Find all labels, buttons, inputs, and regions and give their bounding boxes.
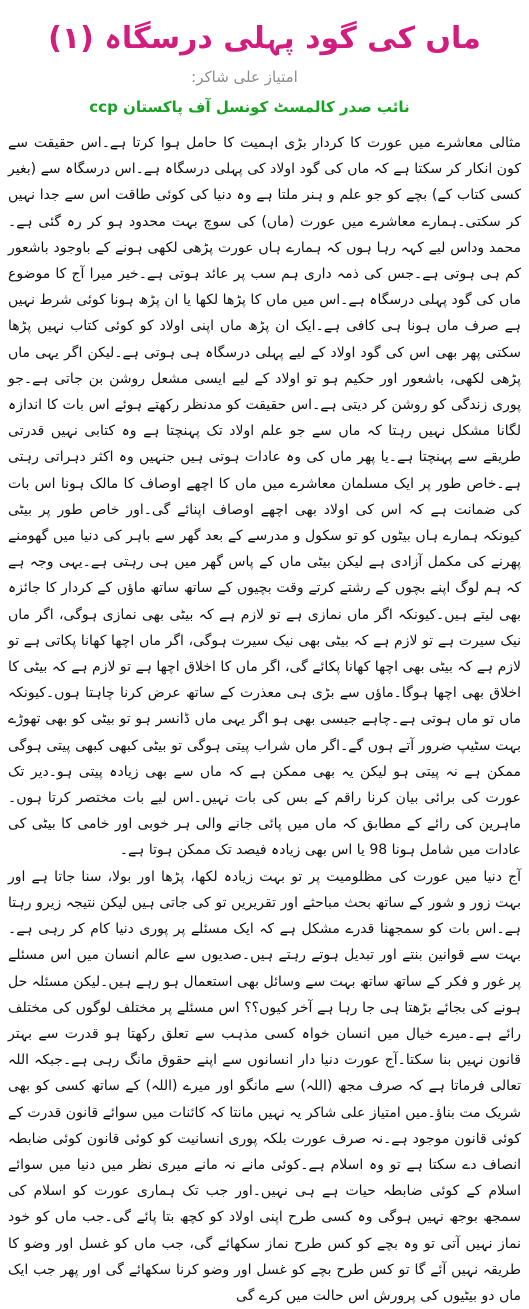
author-byline: امتیاز علی شاکر:	[191, 68, 298, 86]
article-title: ماں کی گود پہلی درسگاہ (۱)	[48, 21, 481, 56]
article-paragraph: آج دنیا میں عورت کی مظلومیت پر تو بہت زیادہ لکھا، پڑھا اور بولا، سنا جاتا ہے اور بہت زور و شور کے ساتھ بحث مباحثے اور تقریریں تو کی جاتی ہیں لیکن نتیجہ زیرو رہتا ہے۔اس بات کو سمجھنا قدرے مشکل ہے کہ ایک مسئلے پر پوری دنیا کام کر رہی ہے۔بہت سے قوانین بنتے اور تبدیل ہوتے رہتے ہیں۔صدیوں سے عالم انسان میں اس مسئلے پر غور و فکر کے ساتھ ساتھ بہت سے وسائل بھی استعمال ہو رہے ہیں۔لیکن مسئلہ حل ہونے کی بجائے بڑھتا ہی جا رہا ہے آخر کیوں؟؟ اس مسئلے پر مختلف لوگوں کی مختلف رائے ہے۔میرے خیال میں انسان خواہ کسی مذہب سے تعلق رکھتا ہو قدرت سے بہتر قانون نہیں بنا سکتا۔آج عورت دنیا دار انسانوں سے اپنے حقوق مانگ رہی ہے۔جبکہ اللہ تعالی فرماتا ہے کہ صرف مجھ (اللہ) سے مانگو اور میرے (اللہ) کے ساتھ کسی کو بھی شریک مت بناؤ۔میں امتیاز علی شاکر یہ نہیں مانتا کہ کائنات میں سوائے قانون قدرت کے کوئی قانون موجود ہے۔نہ صرف عورت بلکہ پوری انسانیت کو کوئی قانون کوئی ضابطہ انصاف دے سکتا ہے تو وہ اسلام ہے۔کوئی مانے نہ مانے میری نظر میں دنیا میں سوائے اسلام کے کوئی ضابطہ حیات ہے ہی نہیں۔اور جب تک ہماری عورت کو اسلام کی سمجھ بوجھ نہیں ہوگی وہ کسی طرح اپنی اولاد کو کچھ بتا پائے گی۔جب ماں کو خود نماز نہیں آتی تو وہ بچے کو کس طرح نماز سکھائے گی، جب ماں کو غسل اور وضو کا طریقہ نہیں آئے گا تو کس طرح بچے کو غسل اور وضو کرنا سکھائے گی اور پھر جب ایک ماں دو بیٹیوں کی پرورش اس حالت میں کرے گی	[8, 868, 521, 1304]
article-paragraph: مثالی معاشرے میں عورت کا کردار بڑی اہمیت کا حامل ہوا کرتا ہے۔اس حقیقت سے کون انکار کر سکتا ہے کہ ماں کی گود اولاد کی پہلی درسگاہ ہے۔اس درسگاہ سے (بغیر کسی کتاب کے) بچے کو جو علم و ہنر ملتا ہے وہ دنیا کی کوئی طاقت اس سے جدا نہیں کر سکتی۔ہمارے معاشرے میں عورت (ماں) کی سوچ بہت محدود ہو کر رہ گئی ہے۔محمد وداس لیے کہہ رہا ہوں کہ ہمارے ہاں عورت پڑھی لکھی ہونے کے باوجود باشعور کم ہی ہوتی ہے۔جس کی ذمہ داری ہم سب پر عائد ہوتی ہے۔خیر میرا آج کا موضوع ماں کی گود پہلی درسگاہ ہے۔اس میں ماں کا پڑھا لکھا یا ان پڑھ ہونا کوئی شرط نہیں ہے صرف ماں ہونا ہی کافی ہے۔ایک ان پڑھ ماں اپنی اولاد کو کوئی کتاب نہیں پڑھا سکتی پھر بھی اس کی گود اولاد کے لیے پہلی درسگاہ ہی ہوتی ہے۔لیکن اگر یہی ماں پڑھی لکھی، باشعور اور حکیم ہو تو اولاد کے لیے ایسی مشعل روشن بن جاتی ہے۔جو پوری زندگی کو روشن کر دیتی ہے۔اس حقیقت کو مدنظر رکھتے ہوئے اس بات کا اندازہ لگانا مشکل نہیں رہتا کہ ماں سے جو علم اولاد تک پہنچتا ہے وہ کتابی نہیں قدرتی طریقے سے پہنچتا ہے۔یا پھر ماں کی وہ عادات ہوتی ہیں جنہیں وہ اکثر دہراتی رہتی ہے۔خاص طور پر ایک مسلمان معاشرے میں ماں کا اچھے اوصاف کا مالک ہونا اس بات کی ضمانت ہے کہ اس کی اولاد بھی اچھے اوصاف اپنائے گی۔اور خاص طور پر بیٹی کیونکہ ہمارے ہاں بیٹوں کو تو سکول و مدرسے کے بعد گھر سے باہر کی دنیا میں گھومنے پھرنے کی مکمل آزادی ہے لیکن بیٹی ماں کے پاس گھر میں ہی رہتی ہے۔یہی وجہ ہے کہ ہم لوگ اپنے بچوں کے رشتے کرتے وقت بچیوں کے ساتھ ساتھ ماؤں کے کردار کا جائزہ بھی لیتے ہیں۔کیونکہ اگر ماں نمازی ہے تو لازم ہے کہ بیٹی بھی نمازی ہوگی، اگر ماں نیک سیرت ہے تو لازم ہے کہ بیٹی بھی نیک سیرت ہوگی، اگر ماں اچھا کھانا پکاتی ہے تو لازم ہے کہ بیٹی بھی اچھا کھانا پکائے گی، اگر ماں کا اخلاق اچھا ہے تو لازم ہے کہ بیٹی کا اخلاق بھی اچھا ہوگا۔ماؤں سے بڑی ہی معذرت کے ساتھ عرض کرنا چاہتا ہوں۔کیونکہ ماں تو ماں ہوتی ہے۔چاہے جیسی بھی ہو اگر یہی ماں ڈانسر ہو تو بیٹی کو بھی تھوڑے بہت سٹیپ ضرور آتے ہوں گے۔اگر ماں شراب پیتی ہوگی تو بیٹی کبھی کبھی پیتی ہوگی ممکن ہے نہ پیتی ہو لیکن یہ بھی ممکن ہے کہ ماں سے بھی زیادہ پیتی ہو۔دیر تک عورت کی برائی بیان کرنا راقم کے بس کی بات نہیں۔اس لیے بات مختصر کرتا ہوں۔ماہرین کی رائے کے مطابق کہ ماں میں پائی جانے والی ہر خوبی اور خامی کا بیٹی کی عادات میں شامل ہونا 98 یا اس بھی زیادہ فیصد تک ممکن ہوتا ہے۔	[8, 135, 521, 859]
author-designation: نائب صدر کالمسٹ کونسل آف پاکستان ccp	[89, 98, 410, 116]
article-body	[0, 124, 529, 1309]
